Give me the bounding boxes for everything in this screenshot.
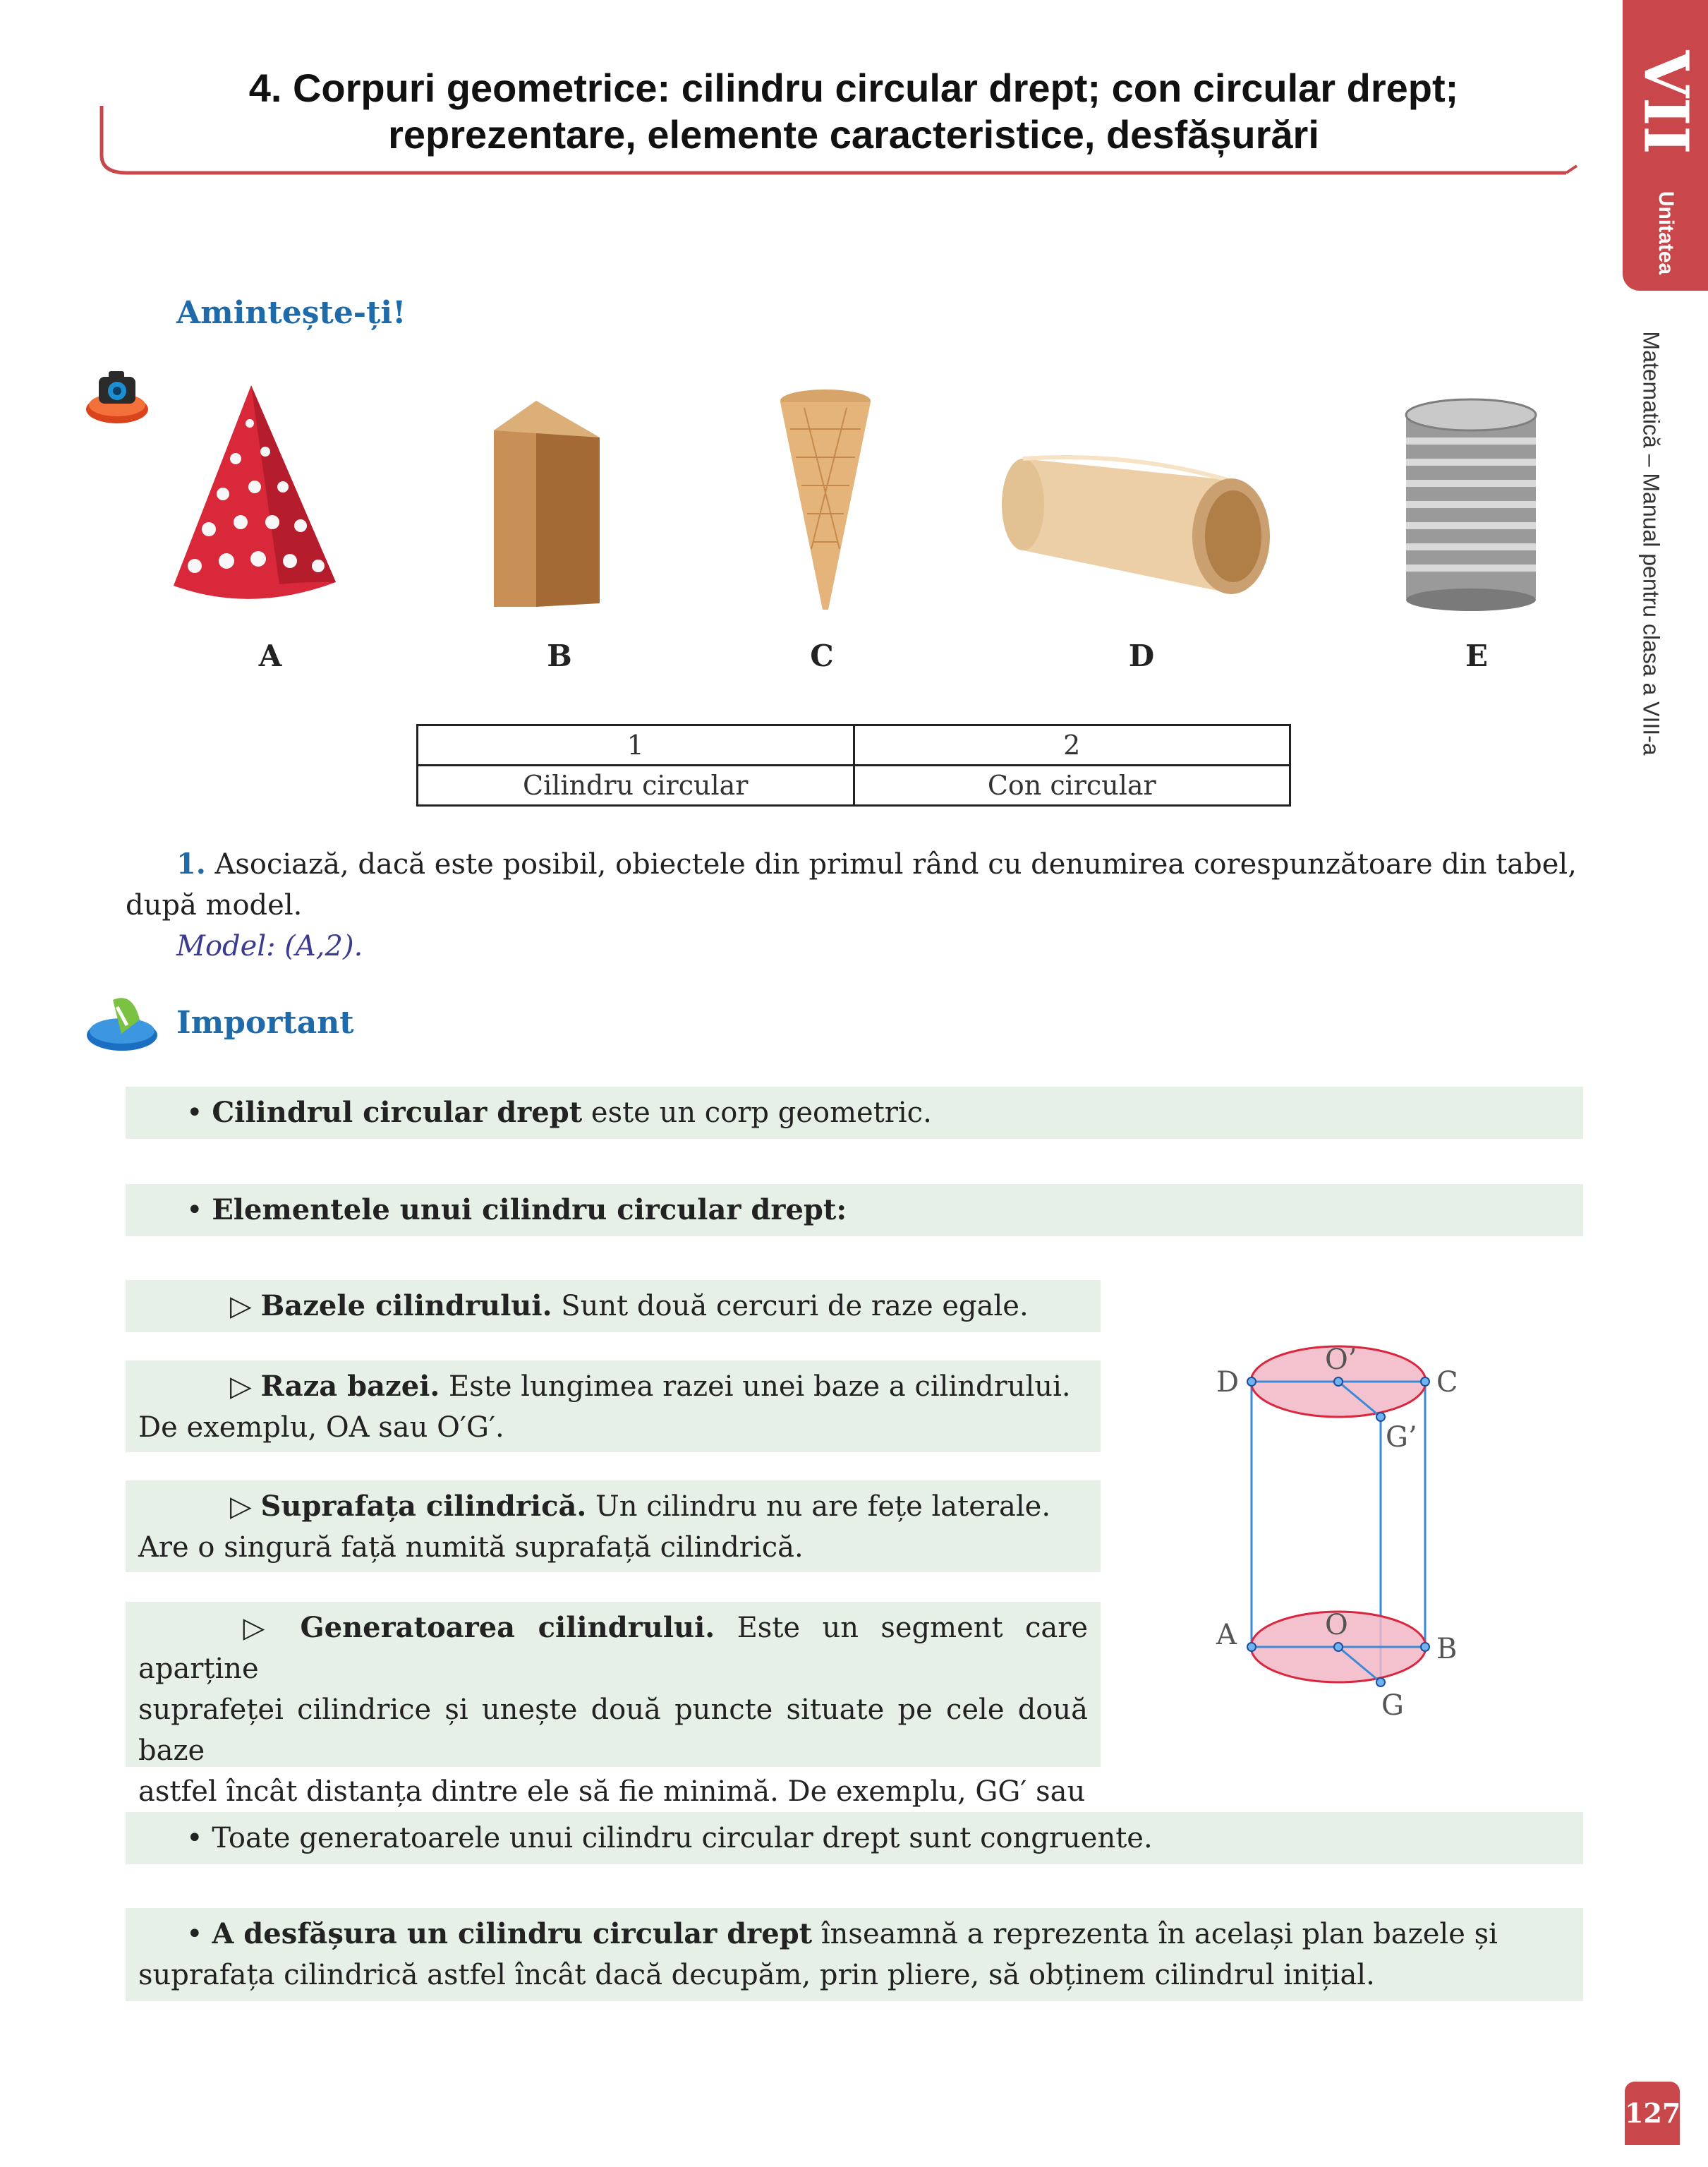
label-d: D — [1216, 1366, 1240, 1399]
table-header-2: 2 — [854, 725, 1290, 766]
box-generator-text: Este un segment care aparține — [138, 1612, 1088, 1685]
box-bases: ▷ Bazele cilindrului. Sunt două cercuri de raze egale. — [126, 1280, 1101, 1332]
object-label-b: B — [547, 639, 572, 673]
important-heading: Important — [176, 1005, 354, 1041]
label-c: C — [1436, 1366, 1458, 1399]
title-line-2: reprezentare, elemente caracteristice, desfășurări — [388, 112, 1319, 157]
page-number: 127 — [1625, 2082, 1680, 2145]
box-congruent-text: Toate generatoarele unui cilindru circular drept sunt congruente. — [212, 1822, 1153, 1854]
label-g: G — [1381, 1689, 1404, 1722]
box-unfold-text: înseamnă a reprezenta în același plan bazele și — [812, 1918, 1498, 1950]
wooden-prism-image — [487, 395, 607, 614]
object-label-c: C — [810, 639, 834, 673]
unit-number: VII — [1630, 50, 1701, 155]
camera-icon — [82, 364, 152, 428]
exercise-model: Model: (A,2). — [176, 930, 363, 962]
point-c — [1421, 1377, 1429, 1386]
point-o-prime — [1334, 1377, 1343, 1386]
box-surface-bold: Suprafața cilindrică. — [260, 1490, 587, 1523]
box-generator-bold: Generatoarea cilindrului. — [300, 1611, 715, 1644]
ice-cream-cone-image — [776, 387, 875, 612]
cardboard-tube-image — [995, 430, 1277, 600]
box-surface-text: Un cilindru nu are fețe laterale. — [586, 1490, 1051, 1523]
label-a: A — [1216, 1619, 1237, 1651]
box-congruent: • Toate generatoarele unui cilindru circular drept sunt congruente. — [126, 1812, 1583, 1864]
box-radius-bold: Raza bazei. — [260, 1370, 440, 1403]
point-a — [1247, 1643, 1256, 1651]
box-radius-text: Este lungimea razei unei baze a cilindrului. — [440, 1370, 1071, 1403]
table-row — [418, 766, 1290, 806]
label-b: B — [1436, 1633, 1458, 1665]
box-surface-line2: Are o singură față numită suprafață cilindrică. — [138, 1531, 804, 1564]
object-label-a: A — [258, 639, 282, 673]
tin-can-image — [1400, 395, 1542, 614]
box-generator: ▷ Generatoarea cilindrului. Este un segment care aparține suprafeței cilindrice și unește două puncte situate pe cele două baze astfel încât distanța dintre ele să fie minimă. De exemplu, GG′ sau — [126, 1602, 1101, 1767]
point-g-prime — [1376, 1413, 1385, 1421]
object-label-e: E — [1465, 639, 1488, 673]
object-label-d: D — [1128, 639, 1155, 673]
point-g — [1376, 1678, 1385, 1686]
point-b — [1421, 1643, 1429, 1651]
box-definition-text: este un corp geometric. — [582, 1097, 932, 1129]
label-g-prime: G’ — [1386, 1421, 1417, 1454]
box-definition: • Cilindrul circular drept este un corp geometric. — [126, 1087, 1583, 1139]
table-header-1: 1 — [418, 725, 854, 766]
box-bases-bold: Bazele cilindrului. — [260, 1289, 552, 1322]
party-hat-image — [166, 381, 343, 607]
box-elements: • Elementele unui cilindru circular drept: — [126, 1184, 1583, 1236]
exercise-1 — [126, 844, 1583, 967]
label-o-prime: O’ — [1325, 1344, 1357, 1376]
exercise-text-1: Asociază, dacă este posibil, obiectele din primul rând cu denumirea corespunzătoare din tabel, — [214, 848, 1577, 881]
box-definition-bold: Cilindrul circular drept — [212, 1096, 583, 1129]
table-cell-con: Con circular — [854, 766, 1290, 806]
box-elements-bold: Elementele unui cilindru circular drept: — [212, 1193, 847, 1226]
exercise-text-2: după model. — [126, 889, 303, 922]
title-line-1: 4. Corpuri geometrice: cilindru circular drept; con circular drept; — [248, 66, 1459, 110]
box-unfold-line2: suprafața cilindrică astfel încât dacă decupăm, prin pliere, să obținem cilindrul inițial. — [138, 1959, 1375, 1991]
box-surface: ▷ Suprafața cilindrică. Un cilindru nu are fețe laterale. Are o singură față numită suprafață cilindrică. — [126, 1480, 1101, 1572]
box-unfold: • A desfășura un cilindru circular drept înseamnă a reprezenta în același plan bazele și suprafața cilindrică astfel încât dacă decupăm, prin pliere, să obținem cilindrul inițial. — [126, 1908, 1583, 2001]
book-title: Matematică – Manual pentru clasa a VIII-a — [1638, 331, 1664, 756]
title-underline — [99, 106, 1580, 176]
important-icon — [83, 991, 161, 1055]
box-unfold-bold: A desfășura un cilindru circular drept — [212, 1917, 813, 1950]
label-o: O — [1325, 1609, 1348, 1641]
box-radius: ▷ Raza bazei. Este lungimea razei unei baze a cilindrului. De exemplu, OA sau O′G′. — [126, 1360, 1101, 1452]
exercise-number: 1. — [176, 847, 206, 881]
point-o — [1334, 1643, 1343, 1651]
box-generator-line3: astfel încât distanța dintre ele să fie minimă. De exemplu, GG′ sau — [138, 1775, 1086, 1808]
point-d — [1247, 1377, 1256, 1386]
cylinder-figure — [1199, 1334, 1510, 1729]
box-radius-line2: De exemplu, OA sau O′G′. — [138, 1411, 504, 1444]
unit-label: Unitatea — [1654, 191, 1678, 275]
table-row — [418, 725, 1290, 766]
table-cell-cilindru: Cilindru circular — [418, 766, 854, 806]
association-table — [416, 724, 1291, 807]
box-generator-line2: suprafeței cilindrice și unește două puncte situate pe cele două baze — [138, 1694, 1088, 1767]
remember-heading: Amintește-ți! — [176, 295, 406, 331]
box-bases-text: Sunt două cercuri de raze egale. — [552, 1290, 1029, 1322]
